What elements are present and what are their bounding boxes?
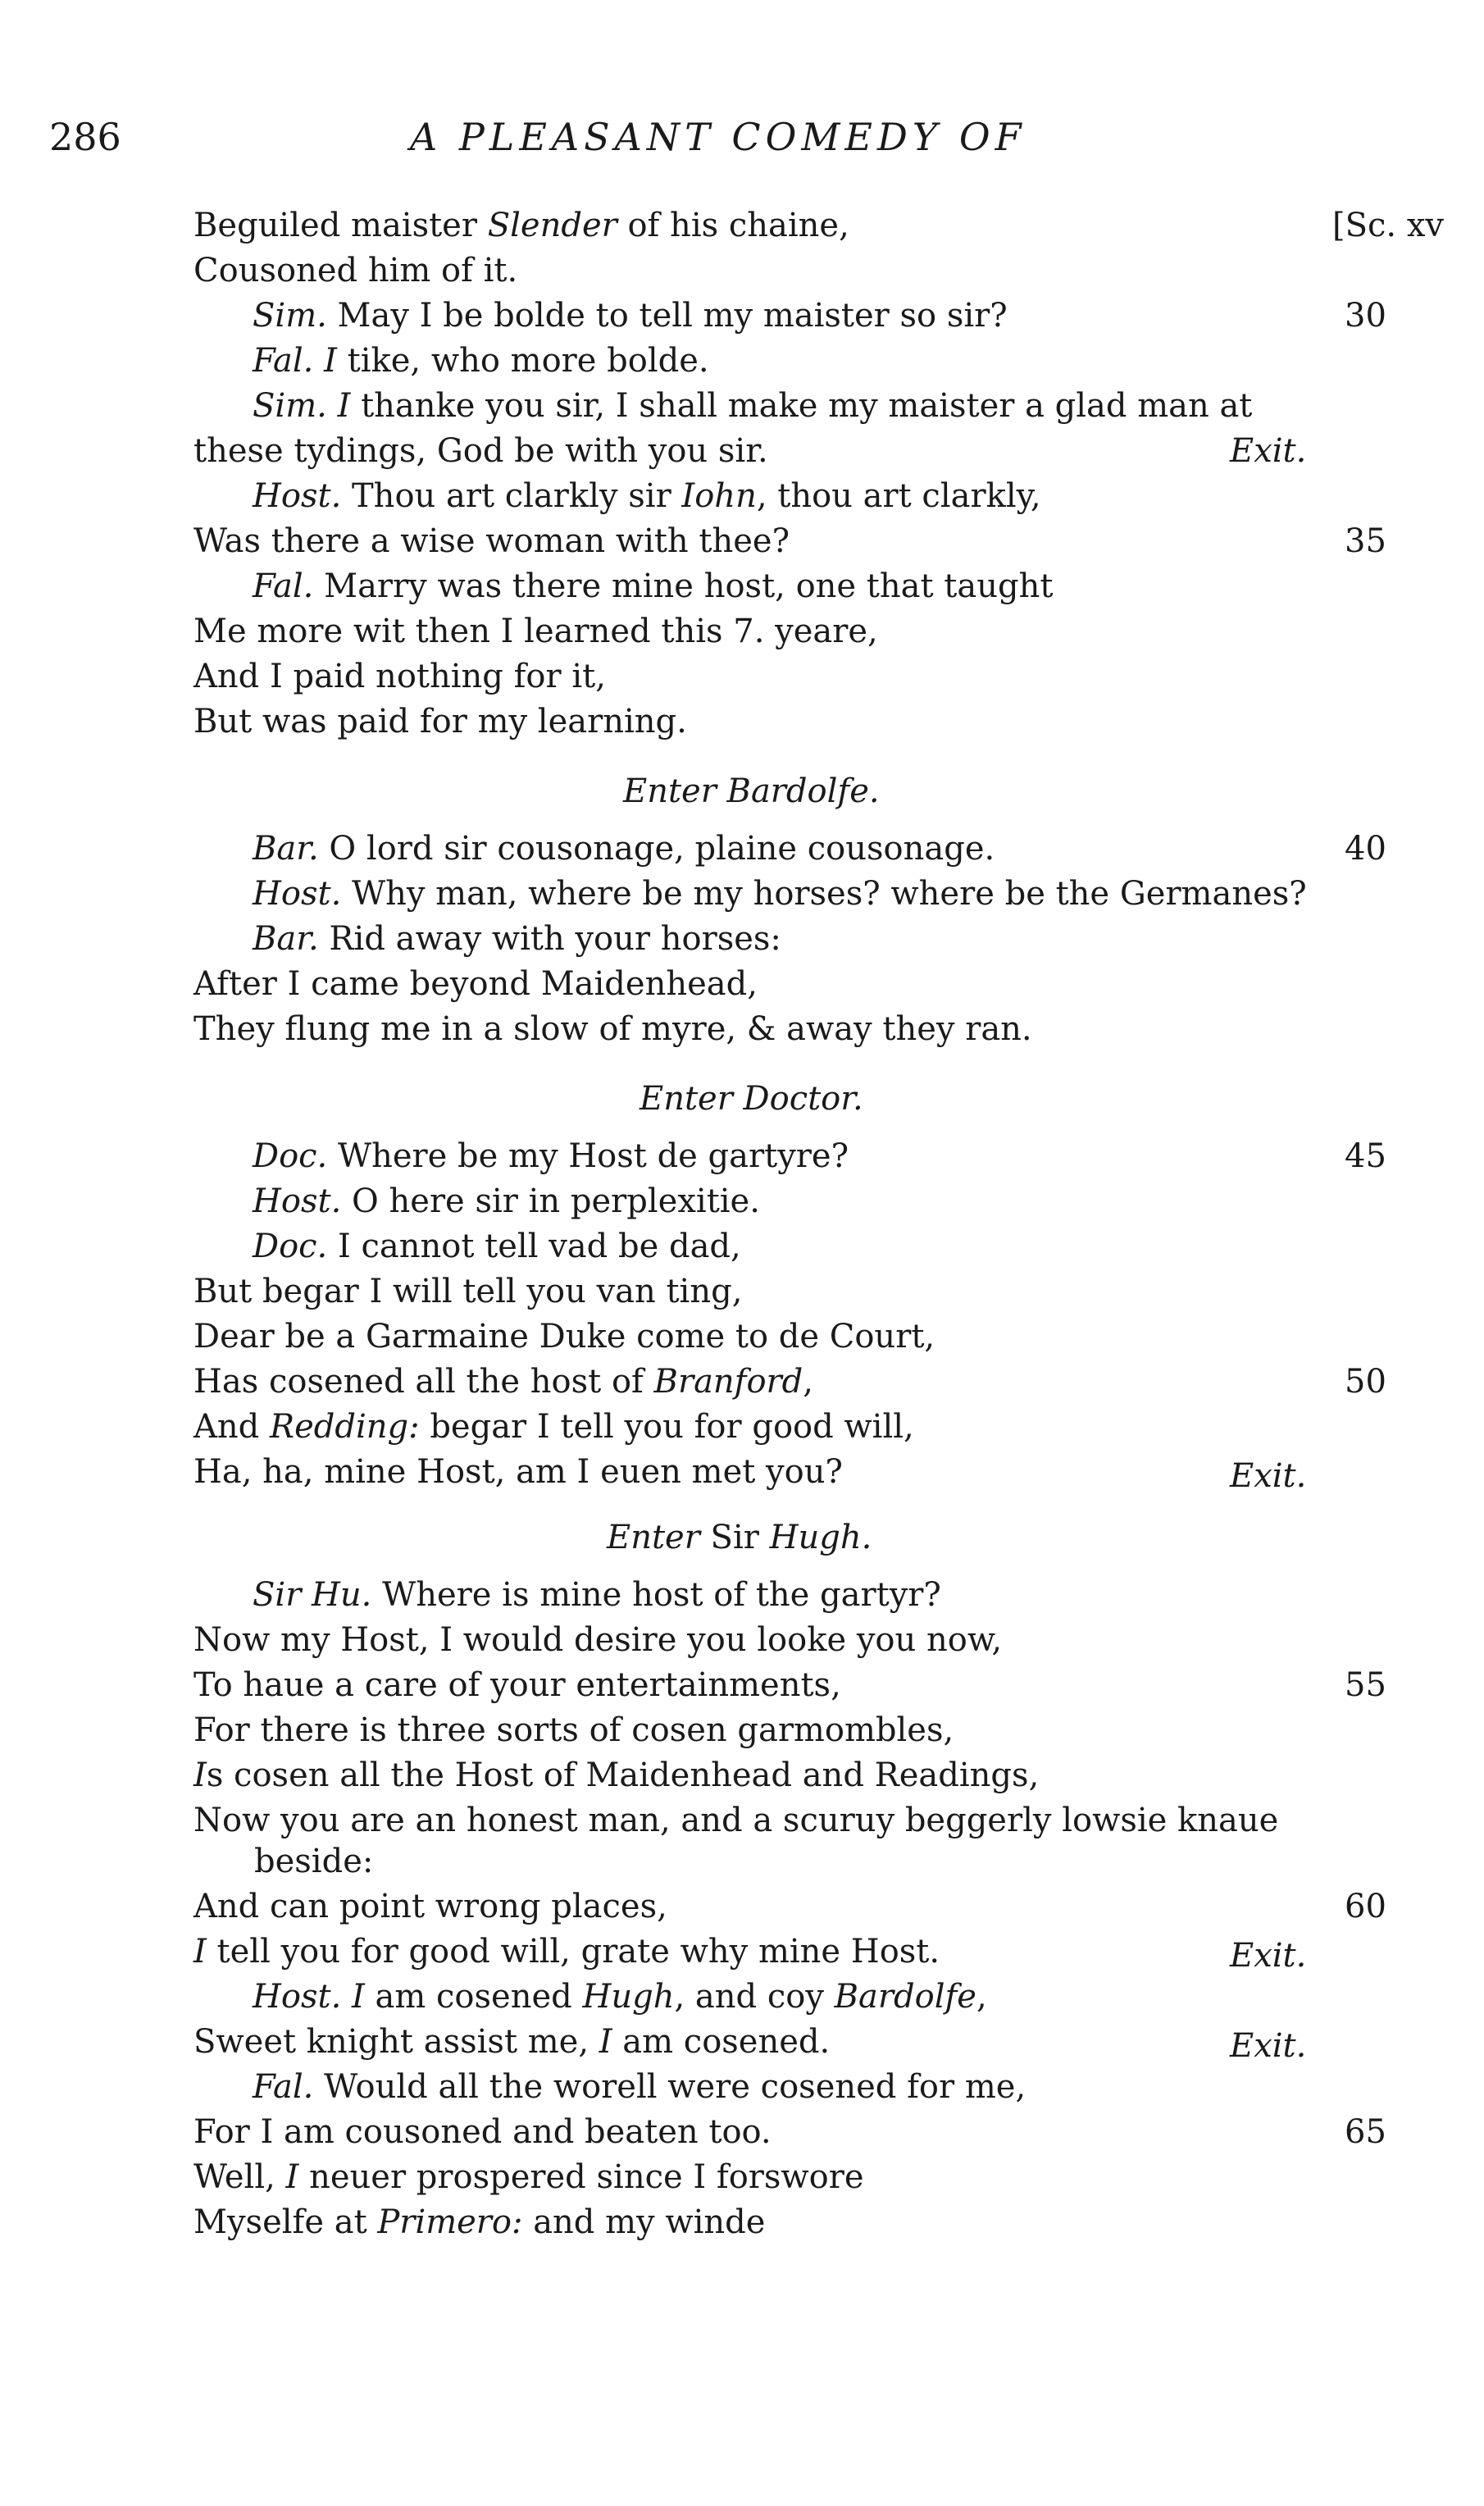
- text-line: Now you are an honest man, and a scuruy beggerly lowsie knaue: [193, 1802, 1279, 1839]
- exit-direction: Exit.: [1230, 1937, 1307, 1975]
- exit-direction: Exit.: [1230, 1457, 1307, 1495]
- text-line: Is cosen all the Host of Maidenhead and Readings,: [193, 1756, 1040, 1794]
- speech-line: Host. Why man, where be my horses? where be the Germanes?: [253, 875, 1307, 913]
- exit-direction: Exit.: [1230, 432, 1307, 470]
- running-title: A PLEASANT COMEDY OF: [410, 115, 1027, 159]
- speech-line: Doc. Where be my Host de gartyre?: [253, 1137, 849, 1175]
- speech-line: Sim. I thanke you sir, I shall make my maister a glad man at: [253, 387, 1253, 425]
- text-line: Has cosened all the host of Branford,: [193, 1363, 814, 1401]
- speech-line: Doc. I cannot tell vad be dad,: [253, 1228, 741, 1265]
- text-line: I tell you for good will, grate why mine Host.: [193, 1933, 940, 1971]
- text-line: Dear be a Garmaine Duke come to de Court,: [193, 1318, 935, 1356]
- text-line: Cousoned him of it.: [193, 252, 518, 289]
- speech-line: Fal. Would all the worell were cosened for me,: [253, 2068, 1027, 2106]
- text-line: After I came beyond Maidenhead,: [193, 965, 758, 1003]
- line-number: 30: [1345, 297, 1386, 335]
- speech-line: Bar. O lord sir cousonage, plaine cousonage.: [253, 830, 995, 868]
- line-number: 55: [1345, 1666, 1386, 1704]
- speech-line: Host. I am cosened Hugh, and coy Bardolfe,: [253, 1978, 987, 2016]
- exit-direction: Exit.: [1230, 2027, 1307, 2065]
- text-line: beside:: [254, 1843, 374, 1880]
- stage-direction: Enter Bardolfe.: [623, 772, 880, 810]
- line-number: 35: [1345, 522, 1386, 560]
- text-line: Was there a wise woman with thee?: [193, 522, 790, 560]
- line-number: 40: [1345, 830, 1386, 868]
- page-number: 286: [49, 115, 121, 159]
- text-line: Ha, ha, mine Host, am I euen met you?: [193, 1453, 843, 1491]
- text-line: these tydings, God be with you sir.: [193, 432, 768, 470]
- text-line: Now my Host, I would desire you looke you now,: [193, 1621, 1003, 1659]
- speech-line: Host. O here sir in perplexitie.: [253, 1182, 760, 1220]
- speech-line: Fal. I tike, who more bolde.: [253, 342, 709, 380]
- text-line: For there is three sorts of cosen garmombles,: [193, 1711, 954, 1749]
- speech-line: Fal. Marry was there mine host, one that taught: [253, 567, 1054, 605]
- text-line: Sweet knight assist me, I am cosened.: [193, 2023, 831, 2061]
- text-line: And can point wrong places,: [193, 1888, 667, 1925]
- text-line: And I paid nothing for it,: [193, 658, 606, 695]
- text-line: And Redding: begar I tell you for good will,: [193, 1408, 914, 1446]
- line-number: 65: [1345, 2113, 1386, 2151]
- line-number: 45: [1345, 1137, 1386, 1175]
- speech-line: Bar. Rid away with your horses:: [253, 920, 781, 958]
- text-line: Me more wit then I learned this 7. yeare,: [193, 613, 878, 650]
- text-line: For I am cousoned and beaten too.: [193, 2113, 772, 2151]
- speech-line: Host. Thou art clarkly sir Iohn, thou art clarkly,: [253, 477, 1041, 515]
- line-number: 50: [1345, 1363, 1386, 1401]
- text-line: Myselfe at Primero: and my winde: [193, 2203, 766, 2241]
- text-line: They flung me in a slow of myre, & away they ran.: [193, 1010, 1032, 1048]
- stage-direction: Enter Sir Hugh.: [607, 1519, 872, 1556]
- stage-direction: Enter Doctor.: [640, 1080, 863, 1118]
- text-line: But begar I will tell you van ting,: [193, 1273, 743, 1310]
- speech-line: Sim. May I be bolde to tell my maister so sir?: [253, 297, 1008, 335]
- text-line: To haue a care of your entertainments,: [193, 1666, 841, 1704]
- scene-marker: [Sc. xv: [1332, 207, 1444, 244]
- text-line: But was paid for my learning.: [193, 703, 687, 740]
- text-line: Beguiled maister Slender of his chaine,: [193, 207, 849, 244]
- speech-line: Sir Hu. Where is mine host of the gartyr?: [253, 1576, 941, 1614]
- line-number: 60: [1345, 1888, 1386, 1925]
- text-line: Well, I neuer prospered since I forswore: [193, 2158, 864, 2196]
